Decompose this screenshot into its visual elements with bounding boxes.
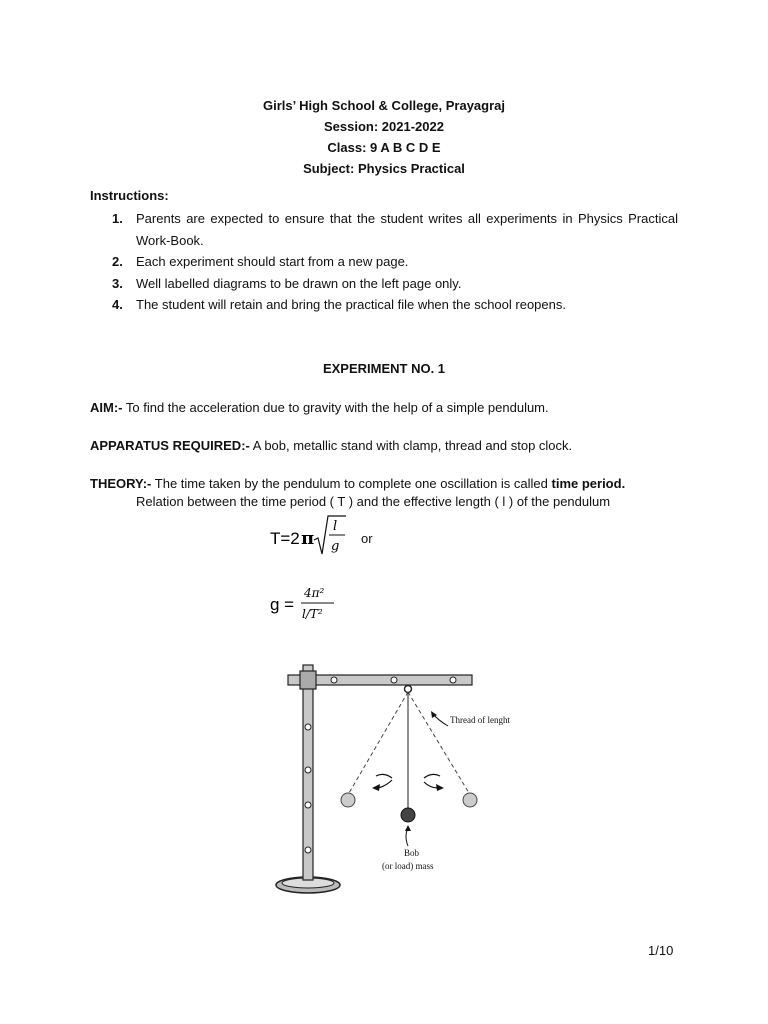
aim-text: To find the acceleration due to gravity with the help of a simple pendulum. xyxy=(122,400,549,415)
bob-label: Bob xyxy=(404,848,420,858)
motion-arrow xyxy=(424,774,440,778)
aim-label: AIM:- xyxy=(90,400,123,415)
arm-hole xyxy=(331,677,337,683)
instruction-number: 2. xyxy=(112,254,123,269)
bob-center xyxy=(401,808,415,822)
class: Class: 9 A B C D E xyxy=(327,140,441,155)
formula2-denominator: l/T² xyxy=(302,607,323,621)
arrow-head xyxy=(372,784,380,791)
formula2-numerator: 4π² xyxy=(304,586,325,600)
rod-hole xyxy=(305,802,311,808)
apparatus-text: A bob, metallic stand with clamp, thread and stop clock. xyxy=(249,438,573,453)
clamp xyxy=(300,671,316,689)
aim-paragraph xyxy=(90,398,549,418)
formula2-lhs: g = xyxy=(270,595,295,614)
instructions-list xyxy=(90,208,678,316)
apparatus-paragraph xyxy=(90,436,572,456)
relation-text: Relation between the time period ( T ) and the effective length ( l ) of the pendulum xyxy=(136,494,611,509)
apparatus-label: APPARATUS REQUIRED:- xyxy=(90,438,250,453)
instruction-text: Parents are expected to ensure that the student writes all experiments in Physics Practical Work-Book. xyxy=(136,211,678,248)
rod-hole xyxy=(305,767,311,773)
formula1-denominator: g xyxy=(331,539,340,554)
formula1-pi: π xyxy=(301,528,315,549)
instruction-item xyxy=(90,273,678,295)
arm-hole xyxy=(391,677,397,683)
experiment-title: EXPERIMENT NO. 1 xyxy=(322,361,446,376)
page-number: 1/10 xyxy=(648,943,674,958)
rod-hole xyxy=(305,847,311,853)
instruction-text: Well labelled diagrams to be drawn on the left page only. xyxy=(136,275,462,291)
instruction-item xyxy=(90,251,678,273)
formula1-numerator: l xyxy=(333,519,338,534)
instruction-text: The student will retain and bring the practical file when the school reopens. xyxy=(136,297,566,312)
instruction-number: 3. xyxy=(112,275,123,291)
subject: Subject: Physics Practical xyxy=(303,161,465,176)
theory-text: The time taken by the pendulum to complete one oscillation is called xyxy=(151,476,552,491)
instruction-number: 1. xyxy=(112,211,123,226)
arm-hole xyxy=(450,677,456,683)
instruction-text: Each experiment should start from a new page. xyxy=(136,254,409,269)
theory-paragraph xyxy=(90,474,625,494)
bob-right xyxy=(463,793,477,807)
or-text: or xyxy=(361,531,373,546)
formula1-lhs: T=2 xyxy=(270,529,300,548)
thread-label: Thread of lenght xyxy=(450,715,510,725)
document-header xyxy=(0,95,768,179)
formula-time-period xyxy=(268,512,358,562)
motion-arrow xyxy=(424,782,438,788)
arrow-head xyxy=(405,825,411,831)
instructions-title: Instructions: xyxy=(90,188,169,203)
session: Session: 2021-2022 xyxy=(324,119,444,134)
arrow-head xyxy=(436,784,444,791)
theory-bold-term: time period. xyxy=(551,476,626,491)
instruction-item xyxy=(90,294,678,316)
thread-right xyxy=(408,692,469,793)
suspension-point xyxy=(405,686,412,693)
bob-left xyxy=(341,793,355,807)
motion-arrow xyxy=(378,780,392,788)
rod-hole xyxy=(305,724,311,730)
motion-arrow xyxy=(376,774,392,778)
pendulum-diagram xyxy=(268,660,538,900)
school-name: Girls’ High School & College, Prayagraj xyxy=(262,98,505,113)
bob-label-detail: (or load) mass xyxy=(382,861,434,871)
instruction-number: 4. xyxy=(112,297,123,312)
formula-gravity xyxy=(268,582,348,626)
thread-left xyxy=(349,692,408,793)
theory-label: THEORY:- xyxy=(90,476,152,491)
instruction-item xyxy=(90,208,678,251)
